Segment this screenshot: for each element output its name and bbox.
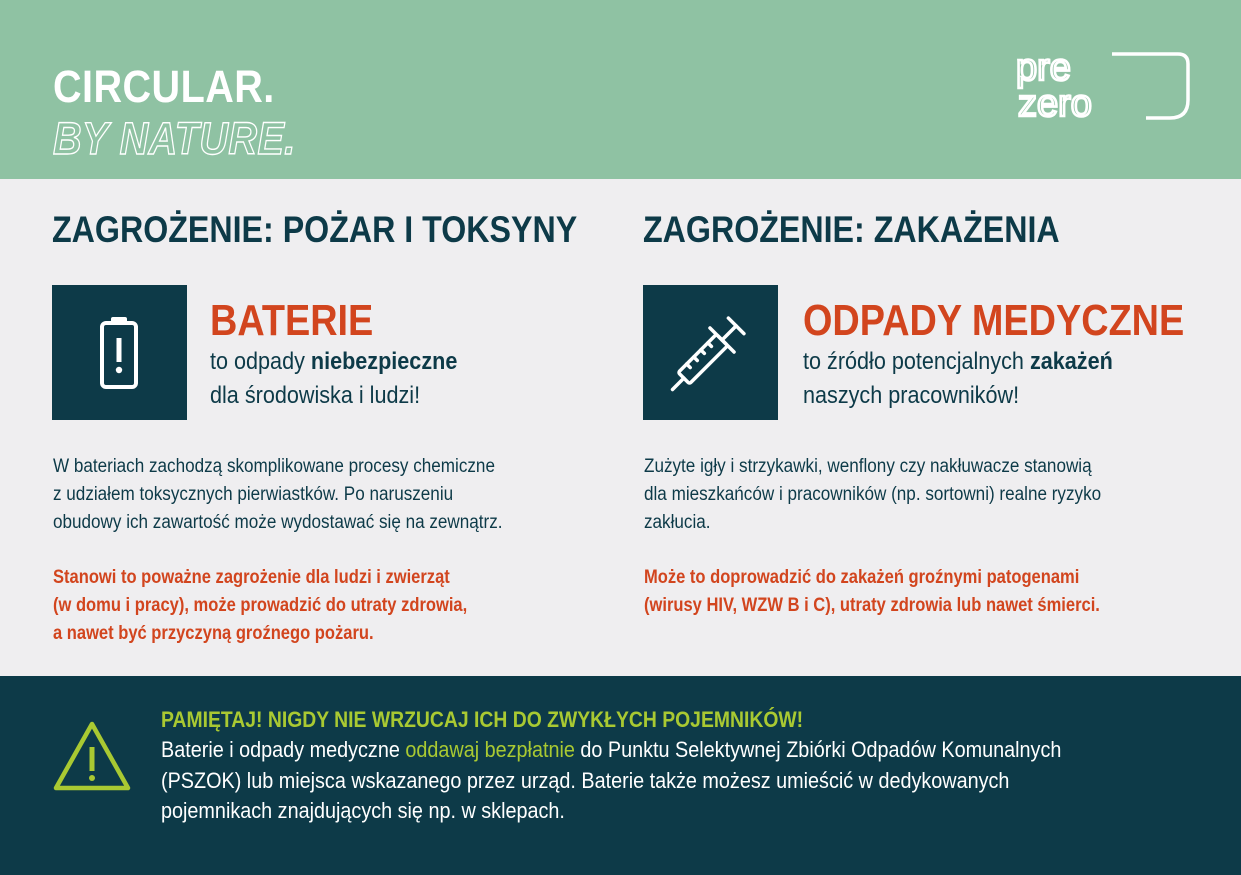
body-batteries: W bateriach zachodzą skomplikowane procesy chemiczne z udziałem toksycznych pierwiastków. Po naruszeniu obudowy ich zawartość może wydostawać się na zewnątrz. [53, 456, 503, 533]
slogan-line-2: BY NATURE. [53, 113, 296, 164]
syringe-icon-box [643, 285, 778, 420]
tagline-medical-waste: to źródło potencjalnych zakażeń naszych pracowników! [803, 348, 1113, 409]
warning-triangle-icon [52, 720, 132, 792]
footer-highlight: oddawaj bezpłatnie [405, 737, 575, 762]
warning-medical-waste: Może to doprowadzić do zakażeń groźnymi patogenami (wirusy HIV, WZW B i C), utraty zdrowia lub nawet śmierci. [644, 567, 1100, 616]
warning-batteries: Stanowi to poważne zagrożenie dla ludzi i zwierząt (w domu i pracy), może prowadzić do utraty zdrowia, a nawet być przyczyną groźnego pożaru. [53, 567, 468, 644]
logo-text-pre: pre [1016, 50, 1071, 89]
heading-medical-waste: ODPADY MEDYCZNE [803, 296, 1185, 345]
battery-icon-box [52, 285, 187, 420]
section-title-fire-toxins: ZAGROŻENIE: POŻAR I TOKSYNY [52, 209, 578, 250]
slogan-line-1: CIRCULAR. [53, 61, 275, 112]
footer-body: Baterie i odpady medyczne oddawaj bezpłatnie do Punktu Selektywnej Zbiórki Odpadów Komunalnych (PSZOK) lub miejsca wskazanego przez urząd. Baterie także możesz umieścić w dedykowanych pojemnikach znajdujących się np. w sklepach. [161, 737, 1062, 823]
prezero-logo [1016, 50, 1190, 122]
body-medical-waste: Zużyte igły i strzykawki, wenflony czy nakłuwacze stanowią dla mieszkańców i pracowników (np. sortowni) realne ryzyko zakłucia. [644, 456, 1102, 533]
heading-batteries: BATERIE [210, 296, 374, 345]
section-title-infections: ZAGROŻENIE: ZAKAŻENIA [643, 209, 1060, 250]
tagline-batteries: to odpady niebezpieczne dla środowiska i ludzi! [210, 348, 458, 409]
logo-text-zero: zero [1018, 83, 1092, 122]
footer-heading: PAMIĘTAJ! NIGDY NIE WRZUCAJ ICH DO ZWYKŁYCH POJEMNIKÓW! [161, 707, 804, 732]
syringe-icon [643, 285, 778, 420]
battery-warning-icon [52, 285, 187, 420]
